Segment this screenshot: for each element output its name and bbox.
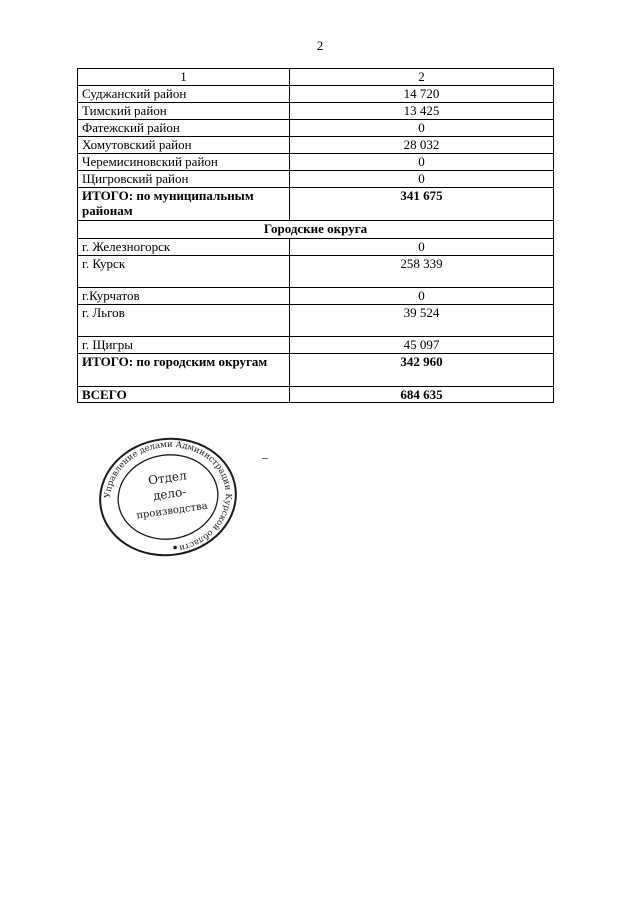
table-row: [78, 154, 554, 171]
official-stamp: [96, 435, 240, 559]
table-header-row: [78, 69, 554, 86]
stamp-center-line-1: Отдел: [147, 468, 188, 488]
page-number: 2: [316, 38, 324, 53]
table-row: [78, 171, 554, 188]
section-heading-cities: Городские округа: [78, 221, 554, 239]
row-value: 14 720: [290, 86, 554, 103]
grand-total-value: 684 635: [290, 387, 554, 403]
row-name: г. Льгов: [78, 305, 290, 337]
row-value: 45 097: [290, 337, 554, 354]
table-row: [78, 337, 554, 354]
row-name: г. Щигры: [78, 337, 290, 354]
table-row: [78, 137, 554, 154]
row-value: 0: [290, 171, 554, 188]
row-name: Хомутовский район: [78, 137, 290, 154]
row-name: г.Курчатов: [78, 288, 290, 305]
stamp-center-line-3: производства: [135, 500, 209, 522]
stamp-center-line-2: дело-: [152, 484, 188, 504]
row-value: 0: [290, 154, 554, 171]
row-value: 0: [290, 120, 554, 137]
row-value: 0: [290, 288, 554, 305]
table-row: [78, 305, 554, 337]
row-name: Фатежский район: [78, 120, 290, 137]
header-col-2: 2: [290, 69, 554, 86]
grand-total-label: ВСЕГО: [78, 387, 290, 403]
row-value: 258 339: [290, 256, 554, 288]
header-col-1: 1: [78, 69, 290, 86]
total-cities-row: [78, 354, 554, 387]
stamp-ring-text: Управление делами Администрации Курской области: [103, 439, 233, 553]
row-name: Тимский район: [78, 103, 290, 120]
table-row: [78, 288, 554, 305]
table-row: [78, 103, 554, 120]
table-row: [78, 239, 554, 256]
table-row: [78, 86, 554, 103]
stamp-dot: [173, 545, 177, 549]
total-districts-label: ИТОГО: по муниципальным районам: [78, 188, 290, 221]
row-value: 0: [290, 239, 554, 256]
table-row: [78, 256, 554, 288]
section-heading-row: [78, 221, 554, 239]
row-name: г. Курск: [78, 256, 290, 288]
row-name: Щигровский район: [78, 171, 290, 188]
total-districts-value: 341 675: [290, 188, 554, 221]
row-name: Суджанский район: [78, 86, 290, 103]
table-row: [78, 120, 554, 137]
total-cities-value: 342 960: [290, 354, 554, 387]
stray-mark: [262, 458, 268, 459]
row-name: г. Железногорск: [78, 239, 290, 256]
total-districts-row: [78, 188, 554, 221]
row-name: Черемисиновский район: [78, 154, 290, 171]
grand-total-row: [78, 387, 554, 403]
row-value: 28 032: [290, 137, 554, 154]
total-cities-label: ИТОГО: по городским округам: [78, 354, 290, 387]
row-value: 39 524: [290, 305, 554, 337]
data-table: [77, 68, 554, 403]
row-value: 13 425: [290, 103, 554, 120]
